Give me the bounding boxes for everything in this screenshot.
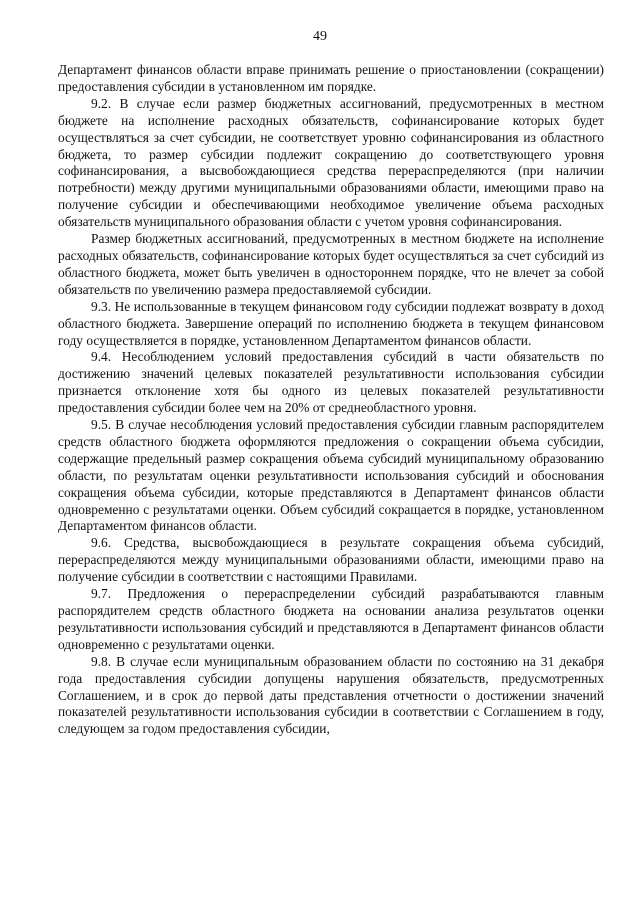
paragraph-9-7: 9.7. Предложения о перераспределении субсидий разрабатываются главным распорядителем средств областного бюджета на основании анализа результатов оценки результативности использования субсидий и представляются в Департамент финансов области одновременно с результатами оценки. bbox=[58, 586, 604, 652]
paragraph-9-6: 9.6. Средства, высвобождающиеся в результате сокращения объема субсидий, перераспределяются между муниципальными образованиями области, имеющими право на получение субсидии в соответствии с настоящими Правилами. bbox=[58, 535, 604, 585]
paragraph-9-2: 9.2. В случае если размер бюджетных ассигнований, предусмотренных в местном бюджете на исполнение расходных обязательств, софинансирование которых будет осуществляться за счет субсидии, не соответствует уровню софинансирования из областного бюджета, то размер субсидии подлежит сокращению до соответствующего уровня софинансирования, а высвобождающиеся средства перераспределяются (при наличии потребности) между другими муниципальными образованиями области, имеющими право на получение субсидии и обеспечивающими необходимое увеличение объема расходных обязательств муниципального образования области с учетом уровня софинансирования. bbox=[58, 95, 604, 230]
page-number: 49 bbox=[313, 29, 327, 44]
paragraph-budget-allocations: Размер бюджетных ассигнований, предусмотренных в местном бюджете на исполнение расходных обязательств, софинансирование которых будет осуществляться за счет субсидий из областного бюджета, может быть увеличен в одностороннем порядке, что не влечет за собой обязательств по увеличению размера предоставляемой субсидии. bbox=[58, 231, 604, 297]
paragraph-9-3: 9.3. Не использованные в текущем финансовом году субсидии подлежат возврату в доход областного бюджета. Завершение операций по исполнению бюджета в текущем финансовом году осуществляется в порядке, установленном Департаментом финансов области. bbox=[58, 298, 604, 348]
document-body bbox=[58, 62, 604, 738]
paragraph-9-5: 9.5. В случае несоблюдения условий предоставления субсидии главным распорядителем средств областного бюджета оформляются предложения о сокращении объема субсидии, содержащие предельный размер сокращения объема субсидий муниципальному образованию области, по результатам оценки результативности использования субсидий и обоснования сокращения объема субсидии, которые представляются в Департамент финансов области одновременно с результатами оценки. Объем субсидий сокращается в порядке, установленном Департаментом финансов области. bbox=[58, 417, 604, 534]
paragraph-9-4: 9.4. Несоблюдением условий предоставления субсидий в части обязательств по достижению значений целевых показателей результативности использования субсидии признается отклонение хотя бы одного из целевых показателей результативности предоставления субсидии более чем на 20% от среднеобластного уровня. bbox=[58, 349, 604, 416]
paragraph-intro: Департамент финансов области вправе принимать решение о приостановлении (сокращении) предоставления субсидии в установленном им порядке. bbox=[58, 62, 604, 94]
paragraph-9-8: 9.8. В случае если муниципальным образованием области по состоянию на 31 декабря года предоставления субсидии допущены нарушения обязательств, предусмотренных Соглашением, и в срок до первой даты представления отчетности о достижении значений показателей результативности использования субсидии в соответствии с Соглашением в году, следующем за годом предоставления субсидии, bbox=[58, 653, 604, 737]
